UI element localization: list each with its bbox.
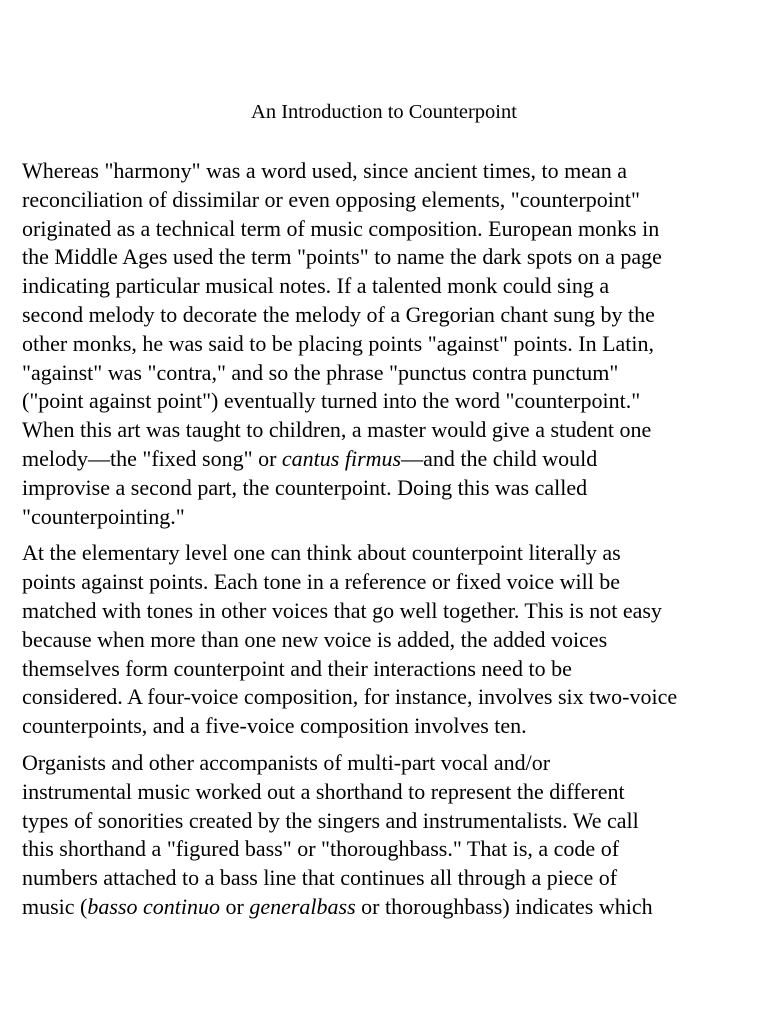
text-run: When this art was taught to children, a master would give a student one: [22, 417, 652, 443]
text-line: [22, 864, 750, 893]
text-line: [22, 626, 750, 655]
text-line: [22, 474, 750, 503]
text-line: [22, 835, 750, 864]
text-line: [22, 778, 750, 807]
italic-term: basso continuo: [87, 893, 221, 919]
text-run: —and the child would: [401, 445, 598, 471]
text-line: [22, 272, 750, 301]
text-line: [22, 445, 750, 474]
text-run: instrumental music worked out a shorthand to represent the different: [22, 778, 625, 804]
text-line: [22, 157, 750, 186]
text-line: [22, 387, 750, 416]
text-run: music (: [22, 893, 88, 919]
text-run: counterpoints, and a five-voice composition involves ten.: [22, 713, 527, 739]
text-line: [22, 712, 750, 741]
text-line: [22, 568, 750, 597]
text-run: melody—the "fixed song" or: [22, 445, 282, 471]
text-run: considered. A four-voice composition, for instance, involves six two-voice: [22, 684, 678, 710]
italic-term: generalbass: [249, 893, 356, 919]
text-run: second melody to decorate the melody of a Gregorian chant sung by the: [22, 301, 655, 327]
text-line: [22, 807, 750, 836]
text-line: [22, 597, 750, 626]
text-run: this shorthand a "figured bass" or "thoroughbass." That is, a code of: [22, 836, 620, 862]
text-run: "against" was "contra," and so the phrase "punctus contra punctum": [22, 359, 619, 385]
text-line: [22, 893, 750, 922]
text-run: because when more than one new voice is added, the added voices: [22, 626, 608, 652]
text-run: originated as a technical term of music composition. European monks in: [22, 215, 660, 241]
text-run: matched with tones in other voices that go well together. This is not easy: [22, 597, 662, 623]
text-line: [22, 243, 750, 272]
text-run: reconciliation of dissimilar or even opposing elements, "counterpoint": [22, 186, 640, 212]
text-line: [22, 359, 750, 388]
text-run: Organists and other accompanists of multi-part vocal and/or: [22, 749, 551, 775]
text-run: numbers attached to a bass line that continues all through a piece of: [22, 865, 618, 891]
text-run: indicating particular musical notes. If a talented monk could sing a: [22, 273, 610, 299]
text-run: ("point against point") eventually turned into the word "counterpoint.": [22, 388, 641, 414]
text-line: [22, 655, 750, 684]
text-run: Whereas "harmony" was a word used, since ancient times, to mean a: [22, 158, 628, 183]
text-run: At the elementary level one can think about counterpoint literally as: [22, 540, 621, 566]
paragraph: [22, 539, 750, 741]
paragraph: [22, 157, 750, 531]
text-run: points against points. Each tone in a reference or fixed voice will be: [22, 569, 621, 595]
text-run: "counterpointing.": [22, 503, 185, 529]
text-line: [22, 683, 750, 712]
text-run: themselves form counterpoint and their interactions need to be: [22, 655, 572, 681]
text-line: [22, 503, 750, 532]
page-title: An Introduction to Counterpoint: [251, 101, 517, 123]
text-run: the Middle Ages used the term "points" to name the dark spots on a page: [22, 244, 662, 270]
paragraph: [22, 749, 750, 922]
text-line: [22, 749, 750, 778]
text-line: [22, 416, 750, 445]
text-run: other monks, he was said to be placing points "against" points. In Latin,: [22, 330, 655, 356]
text-line: [22, 186, 750, 215]
text-line: [22, 301, 750, 330]
text-line: [22, 330, 750, 359]
text-run: improvise a second part, the counterpoint. Doing this was called: [22, 474, 588, 500]
text-run: or thoroughbass) indicates which: [355, 893, 653, 919]
text-run: or: [220, 893, 250, 919]
text-line: [22, 215, 750, 244]
body-text: [22, 157, 750, 930]
italic-term: cantus firmus: [281, 445, 402, 471]
text-line: [22, 539, 750, 568]
text-run: types of sonorities created by the singers and instrumentalists. We call: [22, 807, 639, 833]
